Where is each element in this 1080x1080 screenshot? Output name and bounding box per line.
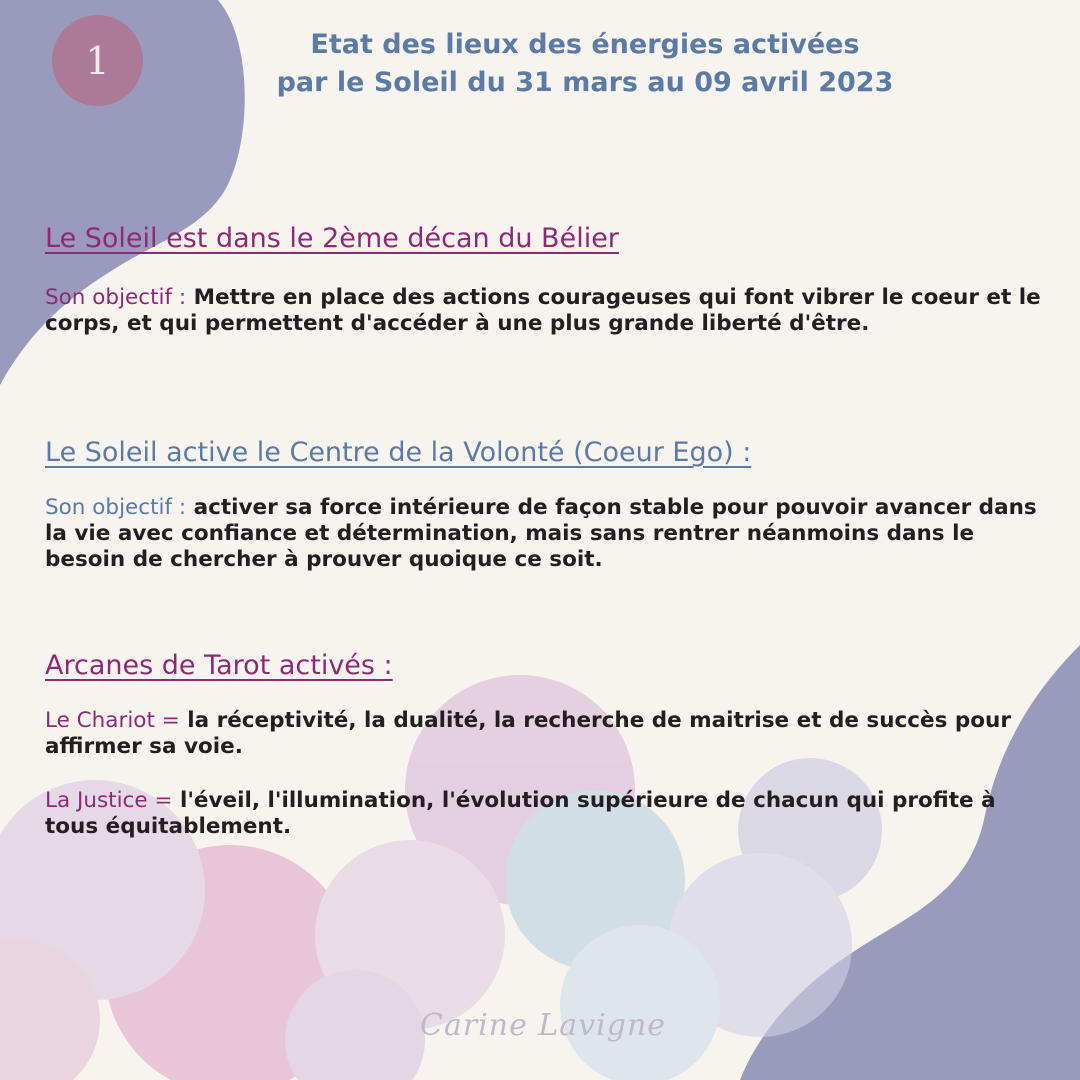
section-1-heading: Le Soleil est dans le 2ème décan du Bélier: [45, 223, 619, 254]
section-2-paragraph: [45, 495, 1045, 573]
section-1-text: Mettre en place des actions courageuses qui font vibrer le coeur et le corps, et qui permettent d'accéder à une plus grande liberté d'être.: [45, 285, 1041, 336]
title-line-1: Etat des lieux des énergies activées: [310, 29, 860, 60]
tarot-chariot-label: Le Chariot =: [45, 708, 180, 733]
tarot-item-chariot: [45, 708, 1045, 760]
section-2-heading: Le Soleil active le Centre de la Volonté (Coeur Ego) :: [45, 437, 752, 468]
tarot-justice-label: La Justice =: [45, 788, 173, 813]
section-2-label: Son objectif :: [45, 495, 187, 520]
title-line-2: par le Soleil du 31 mars au 09 avril 2023: [276, 67, 894, 98]
page-number-badge: 1: [52, 15, 143, 106]
section-3-heading: Arcanes de Tarot activés :: [45, 650, 393, 681]
section-1-label: Son objectif :: [45, 285, 187, 310]
page-title: [230, 26, 940, 102]
section-1-paragraph: [45, 285, 1045, 337]
tarot-chariot-text: la réceptivité, la dualité, la recherche de maitrise et de succès pour affirmer sa voie.: [45, 708, 1011, 759]
tarot-item-justice: [45, 788, 1045, 840]
tarot-justice-text: l'éveil, l'illumination, l'évolution supérieure de chacun qui profite à tous équitablement.: [45, 788, 996, 839]
section-2-text: activer sa force intérieure de façon stable pour pouvoir avancer dans la vie avec confiance et détermination, mais sans rentrer néanmoins dans le besoin de chercher à prouver quoique ce soit.: [45, 495, 1037, 572]
signature-watermark: Carine Lavigne: [420, 1008, 667, 1043]
